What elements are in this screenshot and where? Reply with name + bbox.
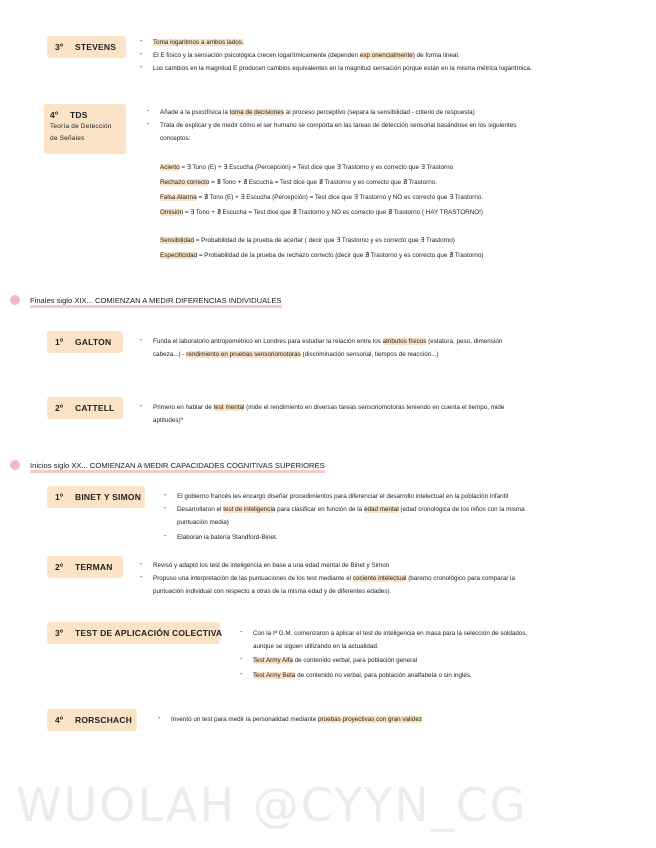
stevens-name: STEVENS (75, 42, 117, 52)
tds-line-1: Añade a la psicofísica la toma de decisiones al proceso perceptivo (separa la sensibilidad - criterio de respuesta) (160, 109, 475, 116)
binet-line-3: puntuación media) (177, 519, 229, 526)
galton-tag (47, 331, 123, 353)
galton-line-2: cabeza...) - rendimiento en pruebas sensoriomotoras (discriminación sensorial, tiempos de reacción...) (153, 351, 439, 358)
galton-line-1: Funda el laboratorio antropométrico en Londres para estudiar la relación entre los atributos físicos (estatura, peso, dimensión (153, 338, 503, 345)
rorschach-name: RORSCHACH (75, 715, 133, 725)
terman-line-3: puntuación individual con respecto a otras de la misma edad y de diferentes edades). (153, 588, 392, 595)
bullet: - (164, 505, 167, 512)
bullet: - (240, 671, 243, 678)
bullet: - (240, 656, 243, 663)
section-bullet-icon (10, 295, 20, 305)
binet-line-4: Elaboran la batería Standford-Binet. (177, 534, 278, 541)
colectiva-number: 3º (55, 628, 64, 638)
terman-line-2: Propuso una interpretación de las puntuaciones de los test mediante el cociente intelectual (baremo cronológico para comparar la (153, 575, 515, 582)
bullet: - (140, 51, 143, 58)
tds-omision: Omisión = ∃ Tono + ∄ Escucha = Test dice que ∄ Trastorno y NO es correcto que ∄ Trastorno ( HAY TRASTORNO!) (160, 209, 484, 216)
tds-number: 4º (50, 110, 59, 120)
stevens-number: 3º (55, 42, 64, 52)
section-heading-xx: Inicios siglo XX... COMIENZAN A MEDIR CAPACIDADES COGNITIVAS SUPERIORES (30, 461, 325, 470)
cattell-number: 2º (55, 403, 64, 413)
galton-number: 1º (55, 337, 64, 347)
stevens-tag (47, 36, 126, 58)
bullet: - (164, 492, 167, 499)
bullet: - (140, 38, 143, 45)
binet-simon-tag (47, 486, 145, 508)
cattell-line-2: aptitudes)* (153, 417, 184, 424)
bullet: - (140, 561, 143, 568)
binet-line-2: Desarrollaron el test de inteligencia para clasificar en función de la edad mental (edad cronológica de los niños con la misma (177, 506, 525, 513)
binet-number: 1º (55, 492, 64, 502)
tds-subtitle-1: Teoría de Detección (50, 123, 112, 130)
bullet: - (158, 715, 161, 722)
bullet: - (164, 533, 167, 540)
bullet: - (140, 64, 143, 71)
section-bullet-icon (10, 460, 20, 470)
stevens-line-2: El E físico y la sensación psicológica crecen logarítmicamente (dependen exp onencialmente) de forma lineal. (153, 52, 460, 59)
tds-line-3: conceptos: (160, 135, 191, 142)
bullet: - (147, 121, 150, 128)
colectiva-line-4: Test Army Beta de contenido no verbal, para población analfabeta o sin inglés. (253, 672, 472, 679)
tds-especificidad: Especificidad = Probabilidad de la prueba de rechazo correcto (decir que ∄ Trastorno y es correcto que ∄ Trastorno) (160, 252, 484, 259)
tds-acierto: Acierto = ∃ Tono (E) + ∃ Escucha (Percepción) = Test dice que ∃ Trastorno y es correcto que ∃ Trastorno (160, 164, 454, 171)
tds-falsa-alarma: Falsa Alarma = ∄ Tono (E) + ∃ Escucha (Percepción) = Test dice que ∃ Trastorno y NO es correcto que ∃ Trastorno. (160, 194, 484, 201)
stevens-line-3: Los cambios en la magnitud E producen cambios equivalentes en la magnitud sensación porque están en la misma métrica logarítmica. (153, 65, 532, 72)
terman-number: 2º (55, 562, 64, 572)
terman-name: TERMAN (75, 562, 113, 572)
bullet: - (147, 108, 150, 115)
colectiva-line-1: Con la Iª G.M. comenzaron a aplicar el test de inteligencia en masa para la selección de soldados, (253, 630, 528, 637)
tds-tag (44, 104, 126, 154)
terman-line-1: Revisó y adaptó los test de inteligencia en base a una edad mental de Binet y Simon (153, 562, 390, 569)
tds-line-2: Trata de explicar y de medir cómo el ser humano se comporta en las tareas de detección sensorial basándose en los siguientes (160, 122, 517, 129)
bullet: - (140, 574, 143, 581)
cattell-line-1: Primero en hablar de test mental (mide el rendimiento en diversas tareas sensoriomotoras teniendo en cuenta el tiempo, mide (153, 404, 505, 411)
watermark: WUOLAH @CYYN_CG (16, 778, 528, 832)
tds-sensibilidad: Sensibilidad = Probabilidad de la prueba de acertar ( decir que ∃ Trastorno y es correcto que ∃ Trastorno) (160, 237, 455, 244)
galton-name: GALTON (75, 337, 112, 347)
cattell-tag (47, 397, 123, 419)
binet-line-1: El gobierno francés les encargó diseñar procedimientos para diferenciar el desarrollo intelectual en la población infantil (177, 493, 509, 500)
colectiva-name: TEST DE APLICACIÓN COLECTIVA (75, 628, 223, 638)
bullet: - (140, 337, 143, 344)
cattell-name: CATTELL (75, 403, 115, 413)
tds-rechazo: Rechazo correcto = ∄ Tono + ∄ Escucha = Test dice que ∄ Trastorno y es correcto que ∄ Trastorno. (160, 179, 437, 186)
tds-name: TDS (70, 110, 88, 120)
stevens-line-1: Toma logaritmos a ambos lados. (153, 39, 244, 46)
colectiva-line-2: aunque se siguen utilizando en la actualidad. (253, 643, 379, 650)
rorschach-tag (47, 709, 137, 731)
bullet: - (240, 629, 243, 636)
binet-name: BINET Y SIMON (75, 492, 142, 502)
rorschach-line-1: Inventó un test para medir la personalidad mediante pruebas proyectivas con gran validez (171, 716, 422, 723)
colectiva-line-3: Test Army Alfa de contenido verbal, para población general (253, 657, 418, 664)
colectiva-tag (47, 622, 223, 644)
terman-tag (47, 556, 123, 578)
section-heading-xix: Finales siglo XIX... COMIENZAN A MEDIR DIFERENCIAS INDIVIDUALES (30, 296, 282, 305)
bullet: - (140, 403, 143, 410)
rorschach-number: 4º (55, 715, 64, 725)
tds-subtitle-2: de Señales (50, 135, 85, 142)
